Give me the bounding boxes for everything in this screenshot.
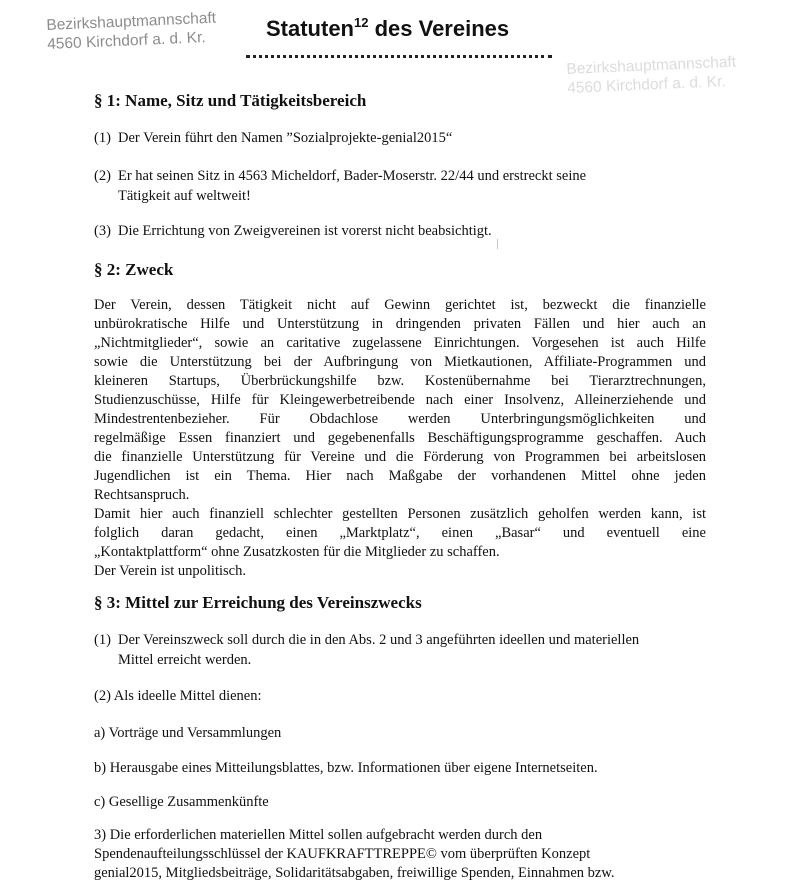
title-suffix: des Vereines <box>368 16 510 41</box>
paragraph-line: folglich daran gedacht, einen „Marktplatz“, einen „Basar“ und eventuell eine <box>94 525 706 541</box>
item-text: 3) Die erforderlichen materiellen Mittel sollen aufgebracht werden durch den <box>94 827 543 843</box>
item-text: Die Errichtung von Zweigvereinen ist vorerst nicht beabsichtigt. <box>118 223 492 239</box>
stamp-line: 4560 Kirchdorf a. d. Kr. <box>566 73 727 97</box>
stamp-line: 4560 Kirchdorf a. d. Kr. <box>46 29 207 53</box>
section1-item-3 <box>94 221 664 241</box>
paragraph-line: unbürokratische Hilfe und Unterstützung in dringenden privaten Fällen und hier auch an <box>94 316 706 332</box>
paragraph-line: Damit hier auch finanziell schlechter gestellten Personen zusätzlich geholfen werden kann, ist <box>94 506 706 522</box>
section-heading-2: § 2: Zweck <box>94 260 174 279</box>
item-text: genial2015, Mitgliedsbeiträge, Solidaritätsabgaben, freiwillige Spenden, Einnahmen bzw. <box>94 865 615 880</box>
paragraph-line: Mindestrentenbezieher. Für Obdachlose werden Unterbringungsmöglichkeiten und <box>94 411 706 427</box>
item-text: Spendenaufteilungsschlüssel der KAUFKRAFTTREPPE© vom überprüften Konzept <box>94 846 591 862</box>
item-number: (1) <box>94 632 111 648</box>
section1-item-2 <box>94 166 664 206</box>
item-number: (1) <box>94 130 111 146</box>
paragraph-line: sowie die Unterstützung bei der Aufbringung von Mietkautionen, Affiliate-Programmen und <box>94 354 706 370</box>
item-number: (3) <box>94 223 111 239</box>
title-footnote-ref: 12 <box>354 15 369 30</box>
stamp-line: Bezirkshauptmannschaft <box>566 53 737 78</box>
paragraph-line: „Nichtmitglieder“, sowie an caritative zugelassene Einrichtungen. Vorgesehen ist auch Hilfe <box>94 335 706 351</box>
paragraph-line: kleineren Startups, Überbrückungshilfe bzw. Kostenübernahme bei Tierarztrechnungen, <box>94 373 706 389</box>
section-heading-3: § 3: Mittel zur Erreichung des Vereinszwecks <box>94 593 422 612</box>
section3-item-2: (2) Als ideelle Mittel dienen: <box>94 688 262 704</box>
paragraph-line: Der Verein, dessen Tätigkeit nicht auf Gewinn gerichtet ist, bezweckt die finanzielle <box>94 297 706 313</box>
item-text: Der Verein führt den Namen ”Sozialprojekte-genial2015“ <box>118 130 453 146</box>
paragraph-line: die finanzielle Unterstützung für Vereine und die Förderung von Programmen bei arbeitslosen <box>94 449 706 465</box>
paragraph-line: regelmäßige Essen finanziert und gegebenenfalls Beschäftigungsprogramme geschaffen. Auch <box>94 430 706 446</box>
authority-stamp-faded <box>566 51 767 98</box>
paragraph-line: Studienzuschüsse, Hilfe für Kleingewerbetreibende nach einer Insolvenz, Alleinerziehende und <box>94 392 706 408</box>
item-text: Er hat seinen Sitz in 4563 Micheldorf, Bader-Moserstr. 22/44 und erstreckt seine <box>118 168 587 184</box>
item-text: Der Vereinszweck soll durch die in den Abs. 2 und 3 angeführten ideellen und materiellen <box>118 632 640 648</box>
stamp-line: Bezirkshauptmannschaft <box>46 9 217 34</box>
title-text: Statuten <box>266 16 354 41</box>
item-text: Mittel erreicht werden. <box>118 652 252 668</box>
section3-item-1 <box>94 630 714 670</box>
section3-sub-c: c) Gesellige Zusammenkünfte <box>94 794 269 810</box>
item-text: Tätigkeit auf weltweit! <box>118 188 251 204</box>
paragraph-line: Rechtsanspruch. <box>94 487 190 503</box>
paragraph-line: „Kontaktplattform“ ohne Zusatzkosten für die Mitglieder zu schaffen. <box>94 544 500 560</box>
section3-sub-b: b) Herausgabe eines Mitteilungsblattes, bzw. Informationen über eigene Internetseiten. <box>94 760 598 776</box>
section3-item-3 <box>94 826 694 880</box>
paragraph-line: Der Verein ist unpolitisch. <box>94 563 246 579</box>
section2-paragraph <box>94 296 706 581</box>
section1-item-1 <box>94 128 664 148</box>
section3-sub-a: a) Vorträge und Versammlungen <box>94 725 282 741</box>
section-heading-1: § 1: Name, Sitz und Tätigkeitsbereich <box>94 91 367 110</box>
authority-stamp <box>46 7 247 54</box>
item-number: (2) <box>94 168 111 184</box>
paragraph-line: Jugendlichen ist ein Thema. Hier nach Maßgabe der vorhandenen Mittel ohne jeden <box>94 468 706 484</box>
scan-artifact <box>497 239 498 249</box>
document-title <box>266 15 509 43</box>
title-dotted-underline <box>246 55 552 58</box>
